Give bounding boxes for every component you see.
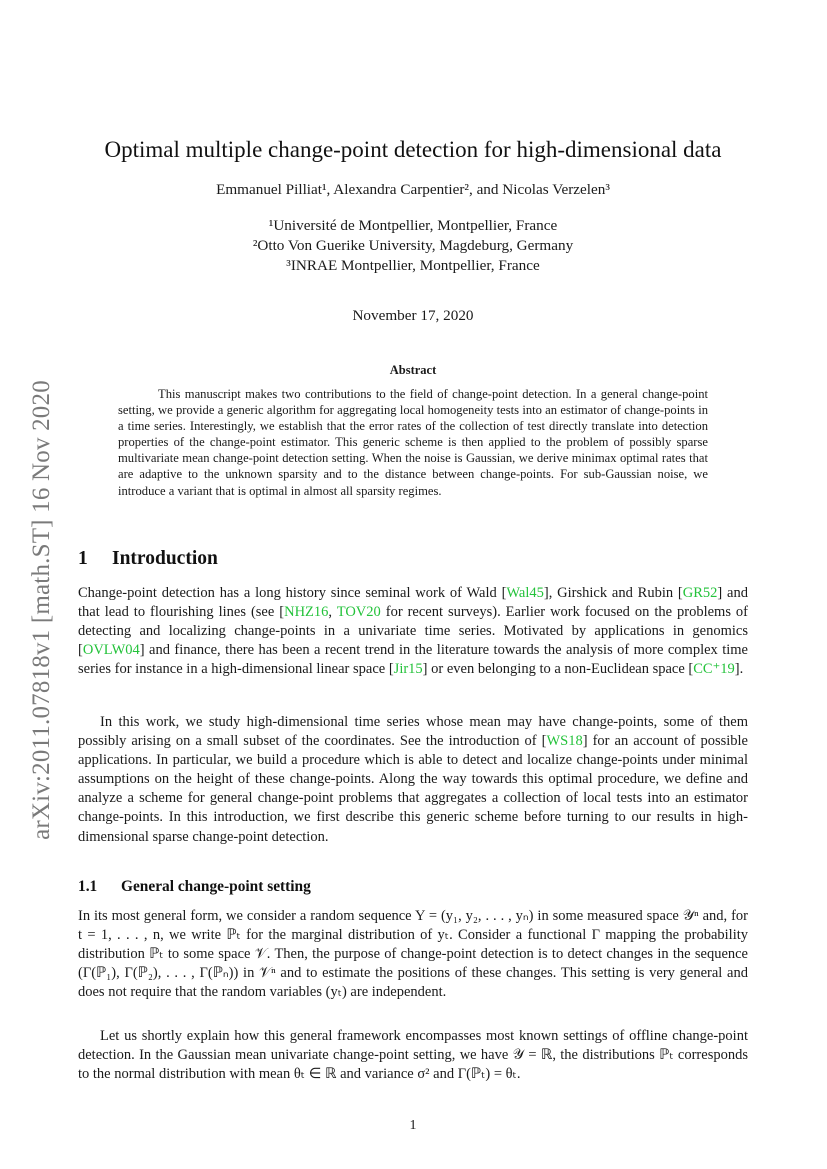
arxiv-identifier: arXiv:2011.07818v1 [math.ST] 16 Nov 2020	[28, 380, 55, 840]
affiliation-3: ³INRAE Montpellier, Montpellier, France	[286, 257, 540, 274]
text-run: ] or even belonging to a non-Euclidean space [	[422, 661, 694, 678]
intro-paragraph-1	[78, 584, 748, 679]
setting-paragraph-1: In its most general form, we consider a random sequence Y = (y₁, y₂, . . . , yₙ) in some measured space 𝒴ⁿ and, for t = 1, . . . , n, we write ℙₜ for the marginal distribution of yₜ. Consider a functional Γ mapping the probability distribution ℙₜ to some space 𝒱. Then, the purpose of change-point detection is to detect changes in the sequence (Γ(ℙ₁), Γ(ℙ₂), . . . , Γ(ℙₙ)) in 𝒱ⁿ and to estimate the positions of these changes. This setting is very general and does not require that the random variables (yₜ) are independent.	[78, 908, 748, 1001]
citation-link[interactable]: TOV20	[336, 604, 381, 621]
text-run: for recent surveys). Earlier work focused on the problems of detecting and localizing change-points in a univariate time series. Motivated by applications in genomics [	[78, 604, 748, 659]
arxiv-side-stamp	[22, 345, 62, 875]
text-run: In this work, we study high-dimensional time series whose mean may have change-points, some of them possibly arising on a small subset of the coordinates. See the introduction of [	[78, 714, 748, 750]
text-run: ] and that lead to flourishing lines (see [	[78, 585, 748, 621]
author-list: Emmanuel Pilliat¹, Alexandra Carpentier², and Nicolas Verzelen³	[216, 181, 610, 198]
affiliations	[78, 216, 748, 276]
text-run: ].	[734, 661, 744, 678]
section-title: Introduction	[112, 548, 218, 569]
text-run: ] for an account of possible applications. In particular, we build a procedure which is able to detect and localize change-points under minimal assumptions on the height of these change-points. Along the way towards this optimal procedure, we define and analyze a scheme for general change-point problems that aggregates a collection of local tests into an estimator change-points. In this introduction, we first describe this generic scheme before turning to our results in high-dimensional sparse change-point detection.	[78, 733, 748, 845]
text-run: ] and finance, there has been a recent trend in the literature towards the analysis of more complex time series for instance in a high-dimensional linear space [	[78, 642, 748, 678]
intro-paragraph-2	[78, 713, 748, 847]
abstract-text: This manuscript makes two contributions to the field of change-point detection. In a general change-point setting, we provide a generic algorithm for aggregating local homogeneity tests into an estimator of change-points in a time series. Interestingly, we establish that the error rates of the collection of test directly translate into detection properties of the change-point estimator. This generic scheme is then applied to the problem of possibly sparse multivariate mean change-point detection setting. When the noise is Gaussian, we derive minimax optimal rates that are adaptive to the unknown sparsity and to the distance between change-points. For sub-Gaussian noise, we introduce a variant that is optimal in almost all sparsity regimes.	[118, 387, 708, 498]
affiliation-1: ¹Université de Montpellier, Montpellier, France	[268, 217, 558, 234]
citation-link[interactable]: NHZ16	[284, 604, 329, 621]
abstract-heading: Abstract	[389, 363, 437, 377]
affiliation-2: ²Otto Von Guerike University, Magdeburg, Germany	[252, 237, 574, 254]
page-number: 1	[409, 1118, 417, 1133]
text-run: ], Girshick and Rubin [	[543, 585, 683, 601]
citation-link[interactable]: GR52	[682, 585, 718, 601]
text-run: Change-point detection has a long history since seminal work of Wald [	[78, 585, 507, 601]
paper-title: Optimal multiple change-point detection for high-dimensional data	[104, 137, 722, 162]
subsection-number: 1.1	[78, 878, 98, 895]
subsection-heading-general-setting	[78, 877, 311, 897]
citation-link[interactable]: WS18	[546, 733, 583, 750]
paper-date: November 17, 2020	[352, 307, 474, 324]
subsection-title: General change-point setting	[121, 878, 311, 895]
citation-link[interactable]: CC⁺19	[693, 661, 735, 678]
section-number: 1	[78, 548, 88, 569]
setting-paragraph-2: Let us shortly explain how this general framework encompasses most known settings of offline change-point detection. In the Gaussian mean univariate change-point setting, we have 𝒴 = ℝ, the distributions ℙₜ corresponds to the normal distribution with mean θₜ ∈ ℝ and variance σ² and Γ(ℙₜ) = θₜ.	[78, 1028, 748, 1083]
citation-link[interactable]: Wal45	[506, 585, 544, 601]
citation-link[interactable]: OVLW04	[82, 642, 140, 659]
text-run: ,	[328, 604, 337, 621]
section-heading-introduction	[78, 548, 218, 570]
citation-link[interactable]: Jir15	[393, 661, 423, 678]
